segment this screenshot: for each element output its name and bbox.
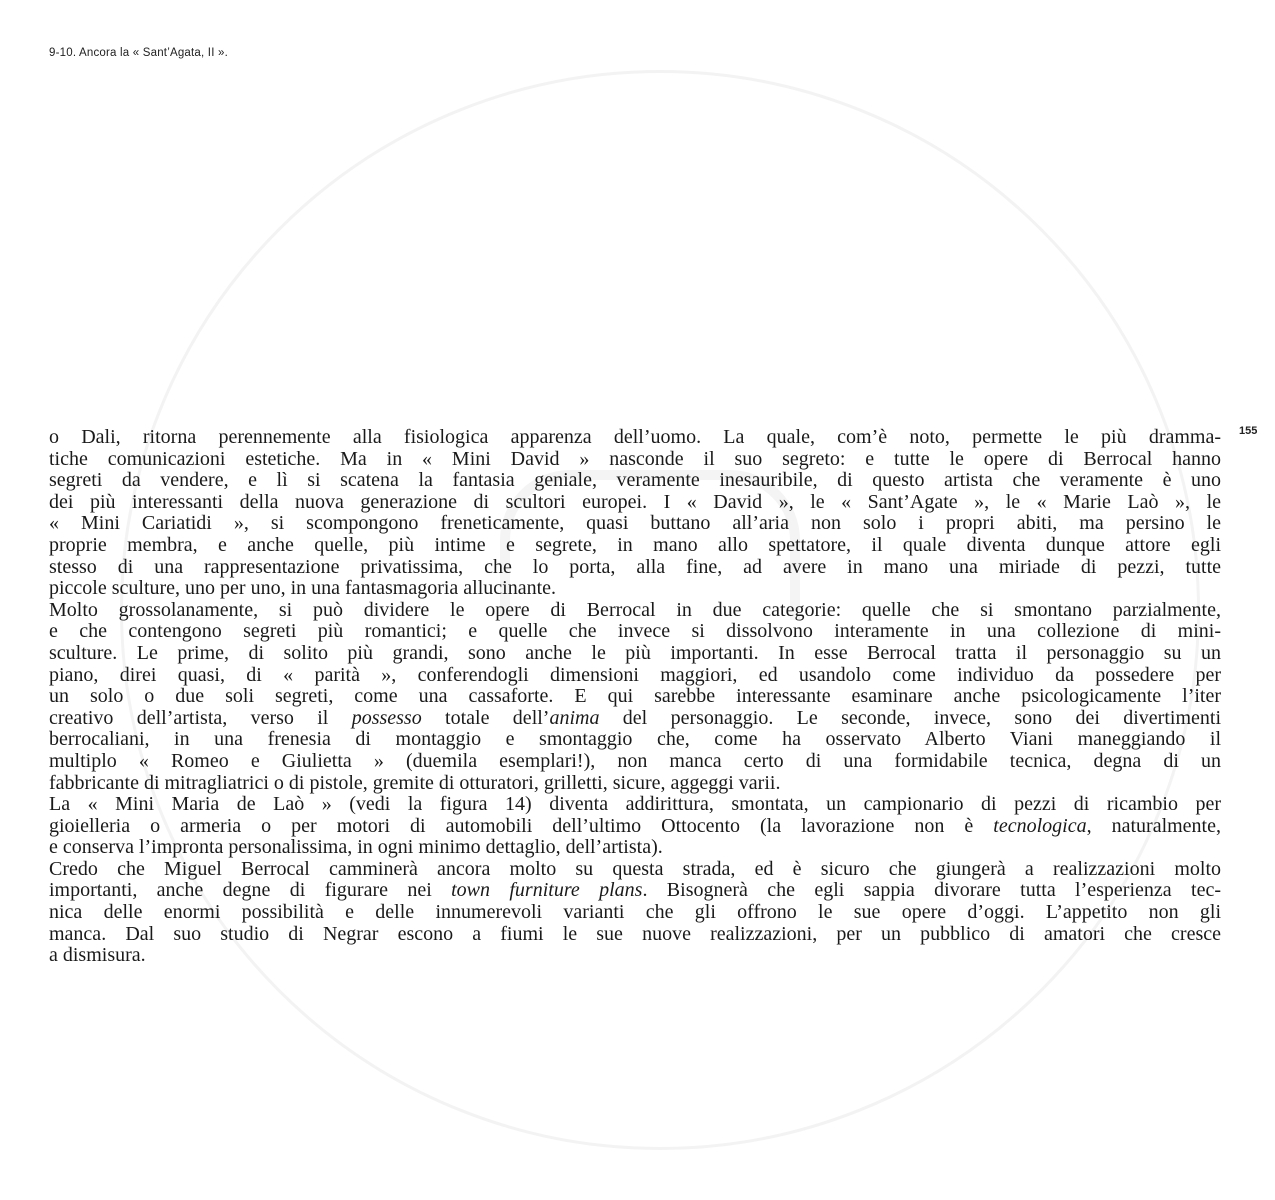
italic-term: anima bbox=[549, 706, 600, 729]
italic-term: possesso bbox=[351, 706, 422, 729]
italic-term: town furniture plans bbox=[451, 879, 643, 902]
text-line: piccole sculture, uno per uno, in una fantasmagoria allucinante. bbox=[49, 577, 557, 600]
page-number: 155 bbox=[1239, 425, 1258, 437]
figure-caption: 9-10. Ancora la « Sant’Agata, II ». bbox=[49, 47, 228, 59]
text-line: sculture. Le prime, di solito più grandi, sono anche le più importanti. In esse Berrocal tratta il personaggio su un bbox=[49, 641, 1221, 664]
text-line bbox=[49, 880, 1221, 902]
text-line: e conserva l’impronta personalissima, in ogni minimo dettaglio, dell’artista). bbox=[49, 836, 663, 859]
text-line: proprie membra, e anche quelle, più intime e segrete, in mano allo spettatore, il quale diventa dunque attore egli bbox=[49, 533, 1221, 556]
text-line: o Dali, ritorna perennemente alla fisiologica apparenza dell’uomo. La quale, com’è noto, permette le più dramma- bbox=[49, 426, 1221, 448]
text-line bbox=[49, 816, 1221, 838]
text-line: La « Mini Maria de Laò » (vedi la figura 14) diventa addirittura, smontata, un campionario di pezzi di ricambio per bbox=[49, 793, 1221, 816]
text-line: fabbricante di mitragliatrici o di pistole, gremite di otturatori, grilletti, sicure, aggeggi varii. bbox=[49, 771, 781, 794]
italic-term: tecnologica bbox=[993, 814, 1087, 837]
text-line: nica delle enormi possibilità e delle innumerevoli varianti che gli offrono le sue opere d’oggi. L’appetito non gli bbox=[49, 901, 1221, 924]
text-segment: . Bisognerà che egli sappia divorare tutta l’esperienza tec- bbox=[642, 879, 1221, 902]
text-segment: , naturalmente, bbox=[1086, 814, 1221, 837]
text-line: a dismisura. bbox=[49, 944, 146, 967]
text-line: berrocaliani, in una frenesia di montaggio e smontaggio che, come ha osservato Alberto Viani maneggiando il bbox=[49, 728, 1221, 751]
paragraph-1 bbox=[49, 427, 1221, 600]
text-segment: importanti, anche degne di figurare nei bbox=[49, 879, 452, 902]
paragraph-3 bbox=[49, 794, 1221, 859]
text-line: piano, direi quasi, di « parità », conferendogli dimensioni maggiori, ed usandolo come individuo da possedere per bbox=[49, 663, 1221, 686]
text-line bbox=[49, 708, 1221, 730]
text-line: stesso di una rappresentazione privatissima, che lo porta, alla fine, ad avere in mano una miriade di pezzi, tutte bbox=[49, 555, 1221, 578]
article-body bbox=[49, 427, 1221, 967]
text-line: tiche comunicazioni estetiche. Ma in « Mini David » nasconde il suo segreto: e tutte le opere di Berrocal hanno bbox=[49, 447, 1221, 470]
text-line: manca. Dal suo studio di Negrar escono a fiumi le sue nuove realizzazioni, per un pubblico di amatori che cresce bbox=[49, 922, 1221, 945]
text-line: « Mini Cariatidi », si scompongono freneticamente, quasi buttano all’aria non solo i propri abiti, ma persino le bbox=[49, 512, 1221, 535]
text-segment: totale dell’ bbox=[421, 706, 550, 729]
text-line: Molto grossolanamente, si può dividere le opere di Berrocal in due categorie: quelle che si smontano parzialmente, bbox=[49, 598, 1221, 621]
text-line: dei più interessanti della nuova generazione di scultori europei. I « David », le « Sant’Agate », le « Marie Laò », le bbox=[49, 490, 1221, 513]
text-segment: del personaggio. Le seconde, invece, sono dei divertimenti bbox=[599, 706, 1222, 729]
paragraph-4 bbox=[49, 859, 1221, 967]
text-line: segreti da vendere, e lì si scatena la fantasia geniale, veramente inesauribile, di questo artista che veramente è uno bbox=[49, 469, 1221, 492]
text-segment: creativo dell’artista, verso il bbox=[49, 706, 352, 729]
text-line: Credo che Miguel Berrocal camminerà ancora molto su questa strada, ed è sicuro che giungerà a realizzazioni molto bbox=[49, 857, 1221, 880]
text-line: multiplo « Romeo e Giulietta » (duemila esemplari!), non manca certo di una formidabile tecnica, degna di un bbox=[49, 749, 1221, 772]
paragraph-2 bbox=[49, 600, 1221, 794]
text-segment: gioielleria o armeria o per motori di automobili dell’ultimo Ottocento (la lavorazione non è bbox=[49, 814, 994, 837]
text-line: un solo o due soli segreti, come una cassaforte. E qui sarebbe interessante esaminare anche psicologicamente l’iter bbox=[49, 685, 1221, 708]
text-line: e che contengono segreti più romantici; e quelle che invece si dissolvono interamente in una collezione di mini- bbox=[49, 620, 1221, 643]
